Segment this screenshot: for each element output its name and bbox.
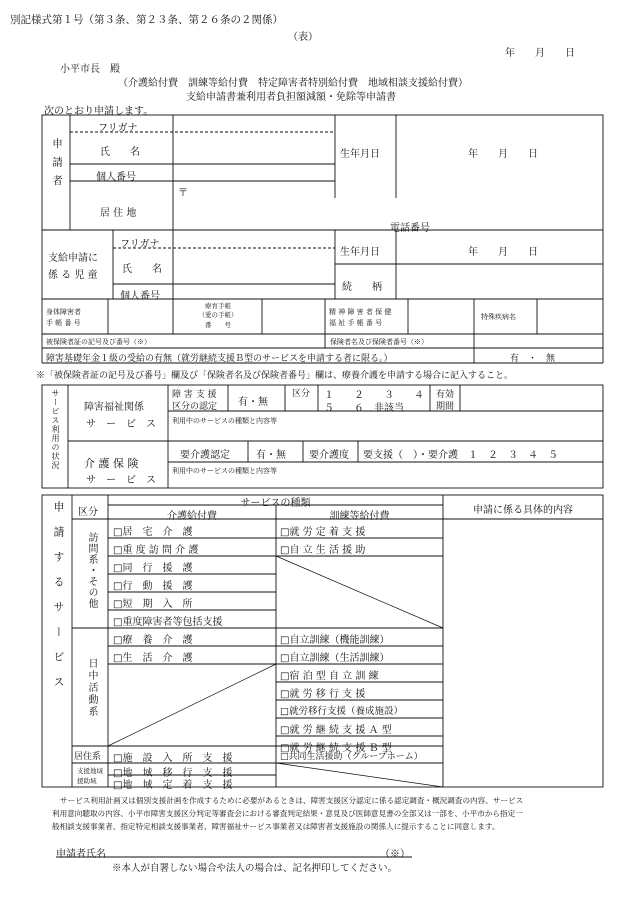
shintai-label-2: 手 帳 番 号 [46,319,81,327]
checkbox-kyotaku-kaigo[interactable]: □ 居 宅 介 護 [113,523,192,538]
checkbox-kodo-engo[interactable]: □ 行 動 援 護 [113,577,192,592]
kaigo-label-1: 介 護 保 険 [84,457,139,470]
insurance-note: ※「被保険者証の記号及び番号」欄及び「保険者名及び保険者番号」欄は、療養介護を申請する場合に記入すること。 [36,371,514,381]
hokensha-label: 保険者名及び保険者番号（※） [330,338,428,346]
kaigo-kyufu-header: 介護給付費 [167,511,217,522]
applicant-label: 申請者 [51,138,63,194]
kubun-numbers-1: １ ２ ３ ４ [324,390,424,401]
ryoiku-label-3: 番 号 [205,321,231,329]
applicant-kojin-label: 個人番号 [96,172,136,183]
checkbox-tanki-nyusho[interactable]: □ 短 期 入 所 [113,595,192,610]
chiiki-group-label-2: 援助域 [77,777,97,785]
checkbox-shukuhaku[interactable]: □ 宿 泊 型 自 立 訓 練 [280,667,379,682]
signer-label: 申請者氏名 [56,849,106,860]
checkbox-shuro-keizoku-a[interactable]: □ 就 労 継 続 支 援 Ａ 型 [280,721,392,736]
checkbox-jiritsu-seikatsu[interactable]: □ 自 立 生 活 援 助 [280,541,365,556]
nenkin-label: 障害基礎年金１級の受給の有無（就労継続支援Ｂ型のサービスを申請する者に限る。） [46,354,393,364]
checkbox-shuro-iko-yosei[interactable]: □ 就労移行支援（養成施設） [280,703,403,717]
yokaigo-umu: 有・無 [256,450,286,461]
signer-kome: （※） [380,849,410,860]
chiiki-group-label-1: 支援地域 [77,767,103,775]
consent-line-2: 利用意向聴取の内容、小平市障害支援区分判定等審査会における審査判定結果・意見及び医師意見書の全部又は一部を、小平市から指定一 [52,809,523,818]
child-label-2: 係 る 児 童 [48,270,98,281]
kubun-numbers-2: ５ ６ 非該当 [324,403,404,414]
shintai-label-1: 身体障害者 [46,308,81,316]
usage-vertical-label: サービス利用の状況 [51,389,60,470]
omote-label: （表） [288,32,318,43]
child-birth-date: 年 月 日 [468,247,538,258]
form-number: 別記様式第１号（第３条、第２３条、第２６条の２関係） [10,14,283,26]
kubun-header: 区分 [78,507,98,518]
yuko-label-2: 期間 [436,402,455,412]
fukushi-label-2: サ ー ビ ス [86,419,156,430]
checkbox-shisetsu-nyusho[interactable]: □ 施 設 入 所 支 援 [113,749,232,764]
hihoken-label: 被保険者証の記号及び番号（※） [46,338,151,346]
yokaigodo-label: 要介護度 [309,450,349,461]
signature-note: ※本人が自署しない場合や法人の場合は、記名押印してください。 [112,863,398,874]
date-line: 年 月 日 [505,48,575,59]
addressee: 小平市長 殿 [60,64,120,75]
yoshien-yokaigo: 要支援（ ）・要介護 １ ２ ３ ４ ５ [363,450,558,461]
checkbox-jiritsu-kino[interactable]: □ 自立訓練（機能訓練） [280,631,389,646]
checkbox-shuro-iko[interactable]: □ 就 労 移 行 支 援 [280,685,365,700]
fukushi-label-1: 障害福祉関係 [84,402,144,413]
applicant-birth-label: 生年月日 [340,149,380,160]
checkbox-ryoyo-kaigo[interactable]: □ 療 養 介 護 [113,631,192,646]
riyochu-label: 利用中のサービスの種類と内容等 [172,417,277,425]
checkbox-jiritsu-seikatsu-kunren[interactable]: □ 自立訓練（生活訓練） [280,649,389,664]
child-kojin-label: 個人番号 [120,291,160,302]
riyochu-label-2: 利用中のサービスの種類と内容等 [172,467,277,475]
phone-label: 電話番号 [390,223,430,234]
shurui-header: サービスの種類 [240,498,311,509]
child-relation-label: 続 柄 [342,282,382,293]
ryoiku-label-2: （愛の手帳） [198,311,238,319]
kunren-kyufu-header: 訓練等給付費 [329,511,390,522]
gutai-header: 申請に係る具体的内容 [473,505,573,516]
checkbox-shuro-teichaku[interactable]: □ 就 労 定 着 支 援 [280,523,365,538]
kaigo-label-2: サ ー ビ ス [86,475,156,486]
nintei-label-2: 区分の認定 [172,402,218,412]
checkbox-chiiki-teichaku[interactable]: □ 地 域 定 着 支 援 [113,776,232,791]
consent-line-3: 般相談支援事業者、指定特定相談支援事業者、障害福祉サービス事業者又は障害者支援施設の関係人に提示することに同意します。 [52,822,500,831]
yokaigo-nintei-label: 要介護認定 [180,450,230,461]
intro-text: 次のとおり申請します。 [44,106,154,117]
checkbox-judo-hokatsu[interactable]: □ 重度障害者等包括支援 [113,613,222,628]
checkbox-shuro-keizoku-b[interactable]: □ 就 労 継 続 支 援 Ｂ 型 [280,739,392,754]
postal-mark: 〒 [178,188,188,199]
yuko-label-1: 有効 [436,390,455,400]
applicant-birth-date: 年 月 日 [468,149,538,160]
form-title-1: （介護給付費 訓練等給付費 特定障害者特別給付費 地域相談支援給付費） [118,78,468,89]
applicant-furigana-label: フリガナ [98,123,138,134]
checkbox-kyodo-seikatsu[interactable]: □ 共同生活援助（グループホーム） [280,749,423,762]
child-birth-label: 生年月日 [340,247,380,258]
seishin-label-1: 精 神 障 害 者 保 健 [329,308,392,316]
nenkin-umu: 有 ・ 無 [510,354,556,364]
tokushu-label: 特殊疾病名 [481,313,516,321]
child-label-1: 支給申請に [48,253,98,264]
checkbox-seikatsu-kaigo[interactable]: □ 生 活 介 護 [113,649,192,664]
nintei-label-1: 障 害 支 援 [172,390,217,400]
applicant-name-label: 氏 名 [100,147,140,158]
shinsei-vertical-label: 申請するサービス [52,501,65,701]
checkbox-chiiki-iko[interactable]: □ 地 域 移 行 支 援 [113,764,232,779]
nicchu-group-label: 日中活動系 [86,658,97,718]
checkbox-doko-engo[interactable]: □ 同 行 援 護 [113,559,192,574]
applicant-address-label: 居 住 地 [100,208,137,219]
nintei-umu: 有・無 [238,397,268,408]
child-name-label: 氏 名 [122,264,162,275]
ryoiku-label-1: 療育手帳 [205,302,231,310]
form-title-2: 支給申請書兼利用者負担額減額・免除等申請書 [186,92,396,103]
kubun-label: 区分 [292,389,311,399]
checkbox-judo-homon-kaigo[interactable]: □ 重 度 訪 問 介 護 [113,541,198,556]
child-furigana-label: フリガナ [120,239,160,250]
consent-line-1: サービス利用計画又は個別支援計画を作成するために必要があるときは、障害支援区分認定に係る認定調査・概況調査の内容、サービス [60,796,524,805]
homon-group-label: 訪問系・その他 [86,532,97,609]
kyoju-group-label: 居住系 [74,752,102,762]
seishin-label-2: 福 祉 手 帳 番 号 [329,319,383,327]
